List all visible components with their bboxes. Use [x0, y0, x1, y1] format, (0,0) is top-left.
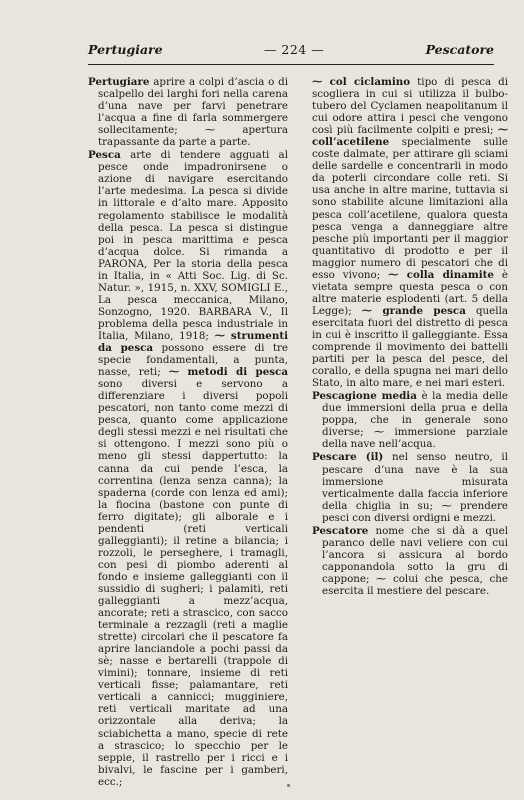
headword: Pesca	[88, 149, 121, 162]
subentry-headword: ⁓ colla dinamite	[388, 268, 494, 281]
definition: specialmente sulle coste dalmate, per attirare gli sciami delle sardelle e concentrarli in modo da poterli circondare colle reti. Si usa anche in altre marine, tuttavia si sono stabilite alcune limitazioni alla pesca coll’acetilene, qualora questa pesca venga a danneggiare altre pesche più importanti per il maggior quantitativo di prodotto e per il maggior numero di pescatori che di esso vivono;	[312, 136, 508, 281]
left-column	[88, 76, 288, 789]
subentry-headword: ⁓ col ciclamino	[312, 76, 411, 88]
subentry-headword: ⁓ strumenti da pesca	[98, 329, 288, 355]
headword: Pescare (il)	[312, 451, 384, 464]
header-right-guide-word: Pescatore	[425, 42, 494, 57]
entry-pescare	[312, 451, 508, 523]
headword: Pescagione media	[312, 390, 417, 403]
running-header	[88, 42, 494, 64]
right-column	[312, 76, 508, 598]
subentry-headword: ⁓ metodi di pesca	[168, 366, 288, 379]
definition: nome che si dà a quel paranco delle navi veliere con cui l’ancora si assicura al bordo capponandola sotto la gru di capponе; ⁓ colui che pesca, che esercita il mestiere del pescare.	[322, 524, 508, 597]
header-rule	[88, 64, 494, 65]
header-left-guide-word: Pertugiare	[88, 42, 163, 57]
subentry-headword: ⁓ coll’acetilene	[312, 124, 508, 149]
subentry-headword: ⁓ grande pesca	[361, 304, 466, 317]
headword: Pescatore	[312, 524, 369, 537]
definition: sono diversi e servono a differenziare i diversi popoli pescatori, non tanto come mezzi di pesca, quanto come applicazione degli stessi mezzi e nei risultati che si ottengono. I mezzi sono più o meno gli stessi dappertutto: la canna da cui pende l’esca, la correntina (lenza senza canna); la spaderna (corde con lenza ed ami); la fiocina (bastone con punte di ferro digitate); gli alborale e i pendenti (reti verticali galleggianti); il retine a bilancia; i rozzoli, le perseghere, i tramagli, con pesi di piombo aderenti al fondo e insieme galleggianti con il sussidio di sugheri; i palamiti, reti galleggianti a mezz’acqua, ancorate; reti a strascico, con sacco terminale a rezzagli (reti a maglie strette) circolari che il pescatore fa aprire lanciandole a pochi passi da sè; nasse e bertarelli (trappole di vimini); tonnare, insieme di reti verticali fisse; palamantare, reti verticali a cannicci; mugginiere, reti verticali maritate ad una orizzontale alla deriva; la sciabichetta a mano, specie di rete a strascico; lo specchio per le seppie, il rastrello per i ricci e i bivalvi, le fascine per i gamberi, ecc.;	[98, 378, 288, 788]
definition: possono essere di tre specie fondamentali, a punta, nasse, reti;	[98, 342, 288, 379]
entry-pescatore	[312, 525, 508, 597]
footer-mark	[287, 784, 290, 787]
definition: è la media delle due immersioni della prua e della poppa, che in generale sono diverse; ⁓ immersione parziale della nave nell’acqua.	[322, 390, 509, 451]
definition: nel senso neutro, il pescare d’una nave è la sua immersione misurata verticalmente dalla faccia inferiore della chiglia in su; ⁓ prendere pesci con diversi ordigni e mezzi.	[322, 451, 509, 524]
entry-pertugiare	[88, 76, 288, 148]
page-number: — 224 —	[263, 42, 325, 57]
entry-pescagione	[312, 390, 508, 450]
definition: tipo di pesca di scogliera in cui si utilizza il bulbo-tubero del Cyclamen neapolitanum il cui odore attira i pesci che vengono così più facilmente colpiti e presi;	[312, 76, 508, 137]
headword: Pertugiare	[88, 76, 150, 88]
definition: aprire a colpi d’ascia o di scalpello dei larghi fori nella carena d’una nave per farvi penetrare l’acqua a fine di farla sommergere sollecitamente; ⁓ apertura trapassante da parte a parte.	[98, 76, 288, 149]
entry-pesca	[88, 149, 288, 787]
definition: è vietata sempre questa pesca o con altre materie esplodenti (art. 5 della Legge);	[312, 268, 509, 317]
entry-pesca-continued	[312, 76, 508, 389]
definition: quella esercitata fuori del distretto di pesca in cui è inscritto il galleggiante. Essa comprende il movimento dei battelli partiti per la pesca del pesce, del corallo, e della spugna nei mari dello Stato, in alto mare, e nei mari esteri.	[312, 304, 508, 390]
definition: arte di tendere agguati al pesce onde impadronirsene o azione di navigare esercitando l’arte medesima. La pesca si divide in littorale e d’alto mare. Apposito regolamento stabilisce le modalità della pesca. La pesca si distingue poi in pesca marittima e pesca d’acqua dolce. Si rimanda a PARONA, Per la storia della pesca in Italia, in « Atti Soc. Lig. di Sc. Natur. », 1915, n. XXV, SOMIGLI E., La pesca meccanica, Milano, Sonzogno, 1920. BARBARA V., Il problema della pesca industriale in Italia, Milano, 1918;	[98, 149, 288, 342]
